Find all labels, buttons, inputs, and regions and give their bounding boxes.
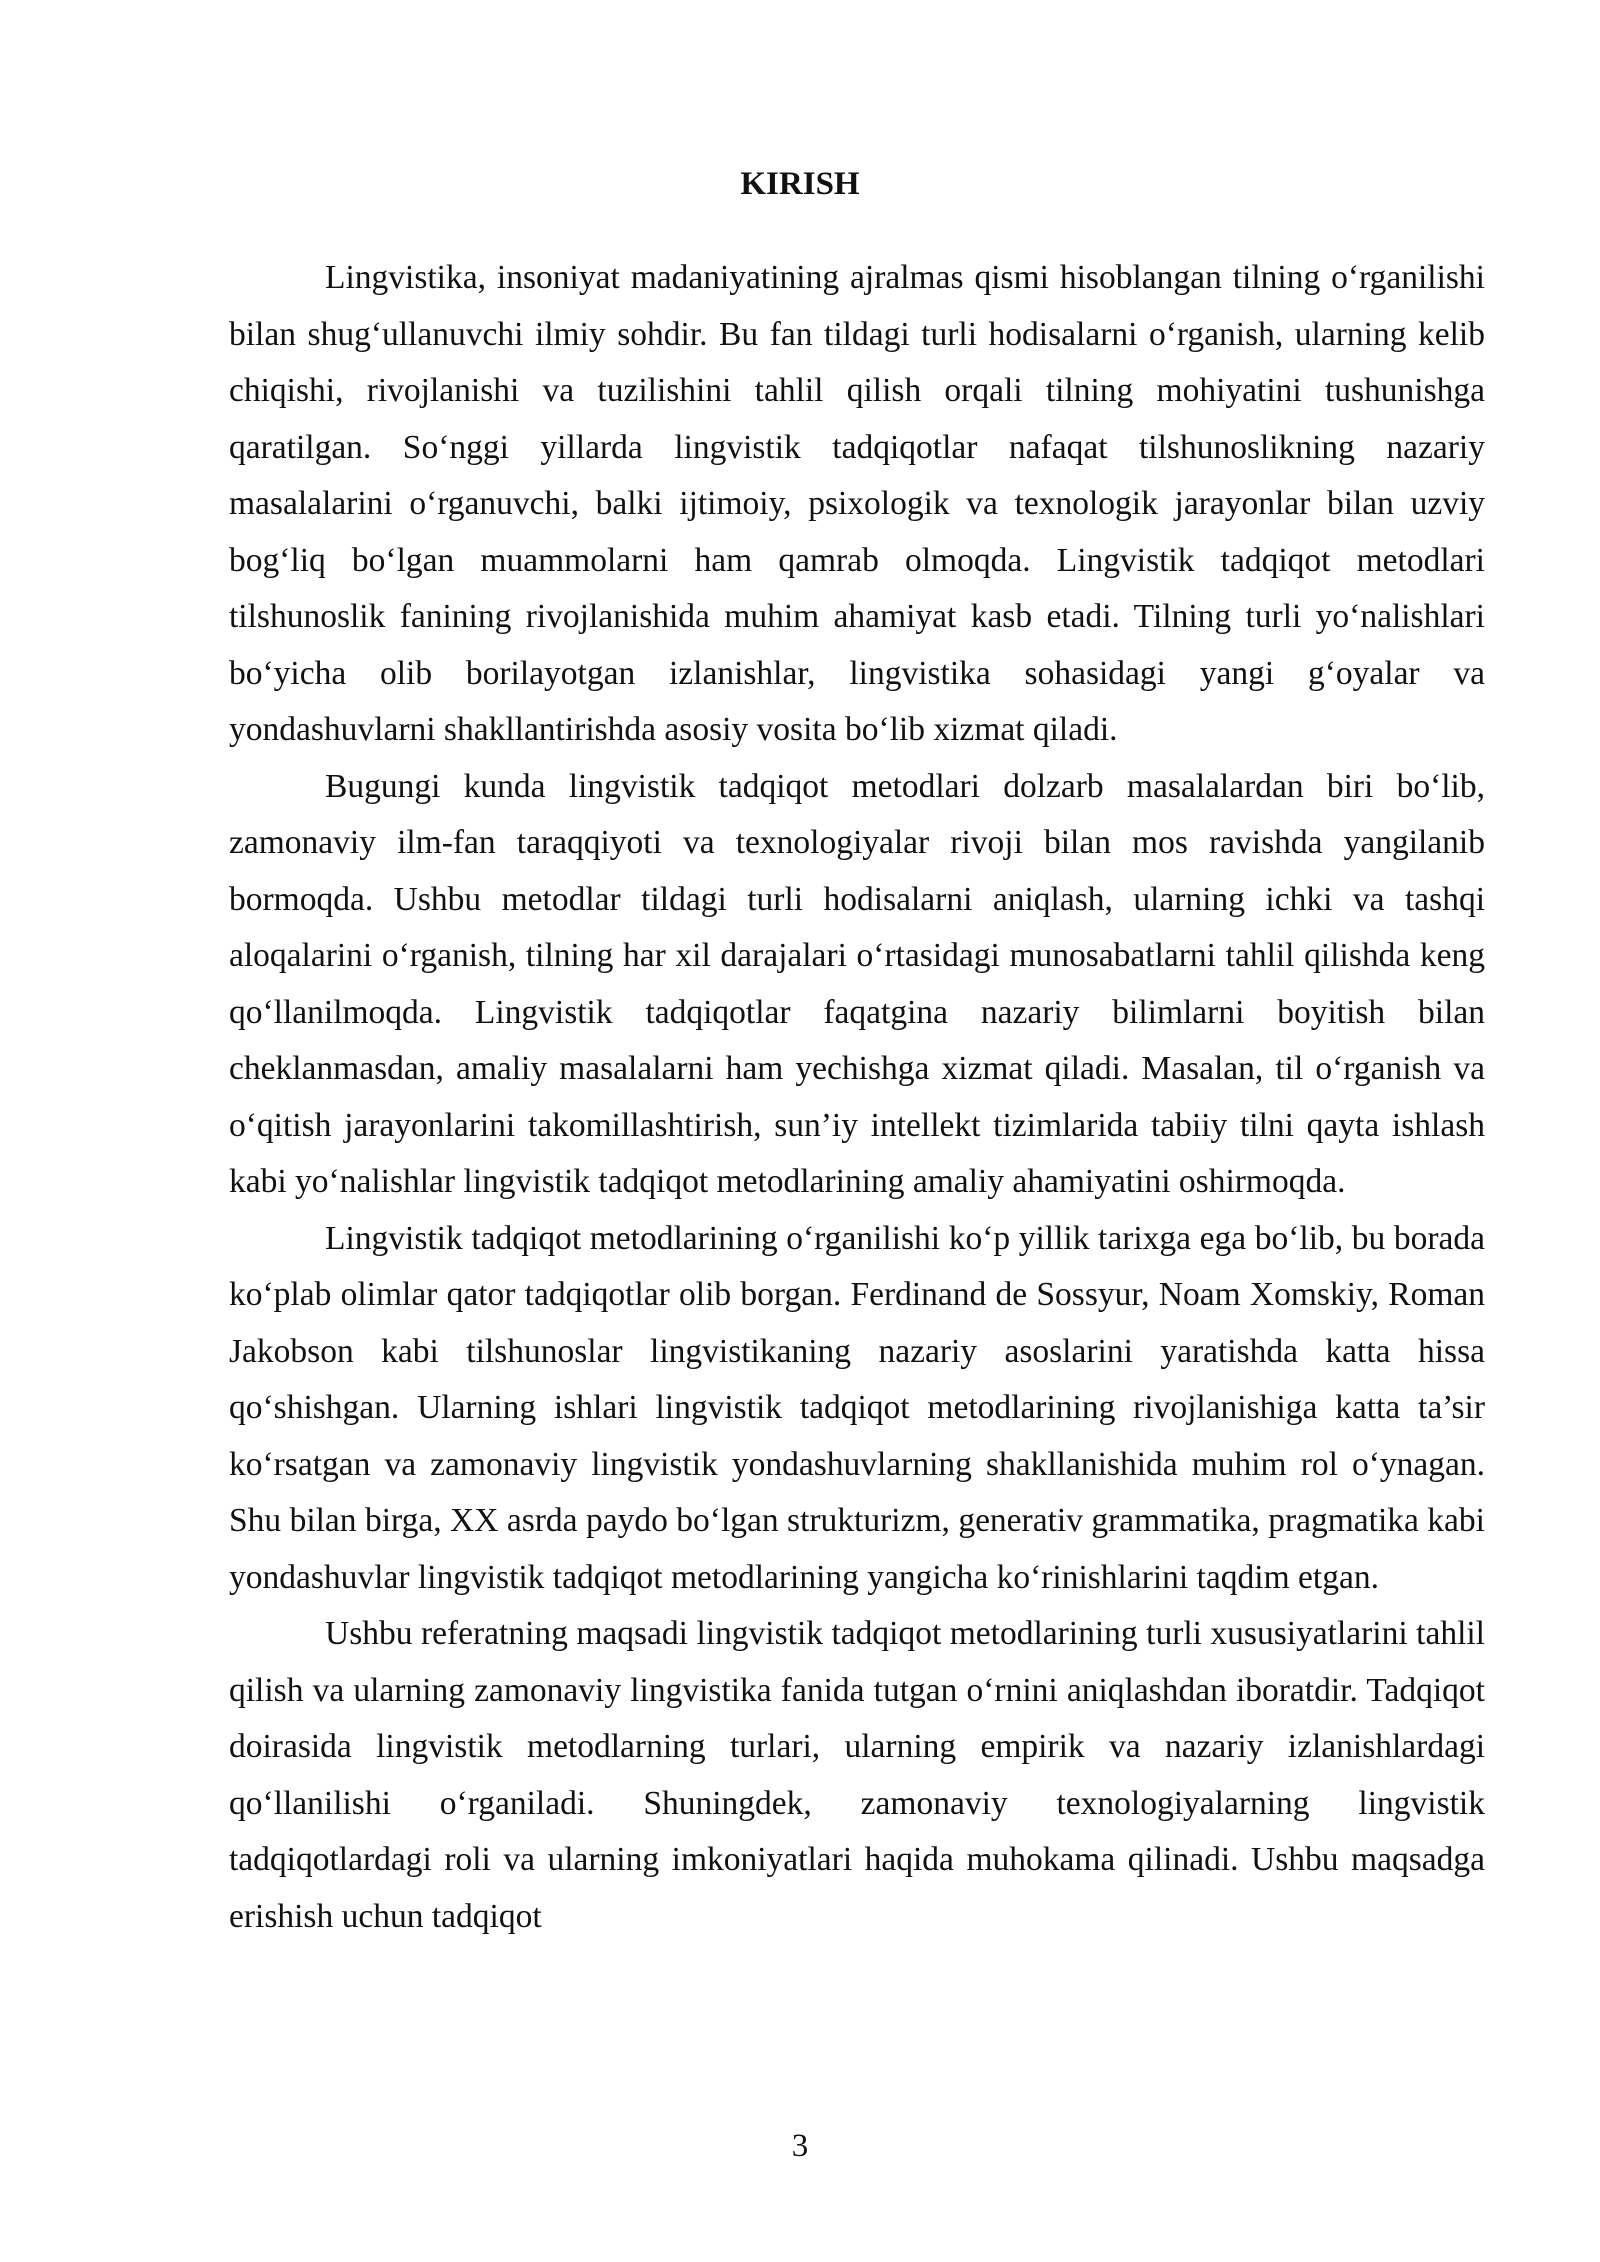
paragraph-3: Lingvistik tadqiqot metodlarining o‘rganilishi ko‘p yillik tarixga ega bo‘lib, bu borada ko‘plab olimlar qator tadqiqotlar olib borgan. Ferdinand de Sossyur, Noam Xomskiy, Roman Jakobson kabi tilshunoslar lingvistikaning nazariy asoslarini yaratishda katta hissa qo‘shishgan. Ularning ishlari lingvistik tadqiqot metodlarining rivojlanishiga katta ta’sir ko‘rsatgan va zamonaviy lingvistik yondashuvlarning shakllanishida muhim rol o‘ynagan. Shu bilan birga, XX asrda paydo bo‘lgan strukturizm, generativ grammatika, pragmatika kabi yondashuvlar lingvistik tadqiqot metodlarining yangicha ko‘rinishlarini taqdim etgan. [229,1219,1485,1596]
section-heading: KIRISH [740,166,860,202]
page-number: 3 [791,2128,809,2164]
paragraph-2: Bugungi kunda lingvistik tadqiqot metodlari dolzarb masalalardan biri bo‘lib, zamonaviy ilm-fan taraqqiyoti va texnologiyalar rivoji bilan mos ravishda yangilanib bormoqda. Ushbu metodlar tildagi turli hodisalarni aniqlash, ularning ichki va tashqi aloqalarini o‘rganish, tilning har xil darajalari o‘rtasidagi munosabatlarni tahlil qilishda keng qo‘llanilmoqda. Lingvistik tadqiqotlar faqatgina nazariy bilimlarni boyitish bilan cheklanmasdan, amaliy masalalarni ham yechishga xizmat qiladi. Masalan, til o‘rganish va o‘qitish jarayonlarini takomillashtirish, sun’iy intellekt tizimlarida tabiiy tilni qayta ishlash kabi yo‘nalishlar lingvistik tadqiqot metodlarining amaliy ahamiyatini oshirmoqda. [229,767,1485,1200]
body-text [229,250,1485,1945]
paragraph-4: Ushbu referatning maqsadi lingvistik tadqiqot metodlarining turli xususiyatlarini tahlil qilish va ularning zamonaviy lingvistika fanida tutgan o‘rnini aniqlashdan iboratdir. Tadqiqot doirasida lingvistik metodlarning turlari, ularning empirik va nazariy izlanishlardagi qo‘llanilishi o‘rganiladi. Shuningdek, zamonaviy texnologiyalarning lingvistik tadqiqotlardagi roli va ularning imkoniyatlari haqida muhokama qilinadi. Ushbu maqsadga erishish uchun tadqiqot [229,1615,1485,1935]
paragraph-1: Lingvistika, insoniyat madaniyatining ajralmas qismi hisoblangan tilning o‘rganilishi bilan shug‘ullanuvchi ilmiy sohdir. Bu fan tildagi turli hodisalarni o‘rganish, ularning kelib chiqishi, rivojlanishi va tuzilishini tahlil qilish orqali tilning mohiyatini tushunishga qaratilgan. So‘nggi yillarda lingvistik tadqiqotlar nafaqat tilshunoslikning nazariy masalalarini o‘rganuvchi, balki ijtimoiy, psixologik va texnologik jarayonlar bilan uzviy bog‘liq bo‘lgan muammolarni ham qamrab olmoqda. Lingvistik tadqiqot metodlari tilshunoslik fanining rivojlanishida muhim ahamiyat kasb etadi. Tilning turli yo‘nalishlari bo‘yicha olib borilayotgan izlanishlar, lingvistika sohasidagi yangi g‘oyalar va yondashuvlarni shakllantirishda asosiy vosita bo‘lib xizmat qiladi. [229,259,1485,748]
